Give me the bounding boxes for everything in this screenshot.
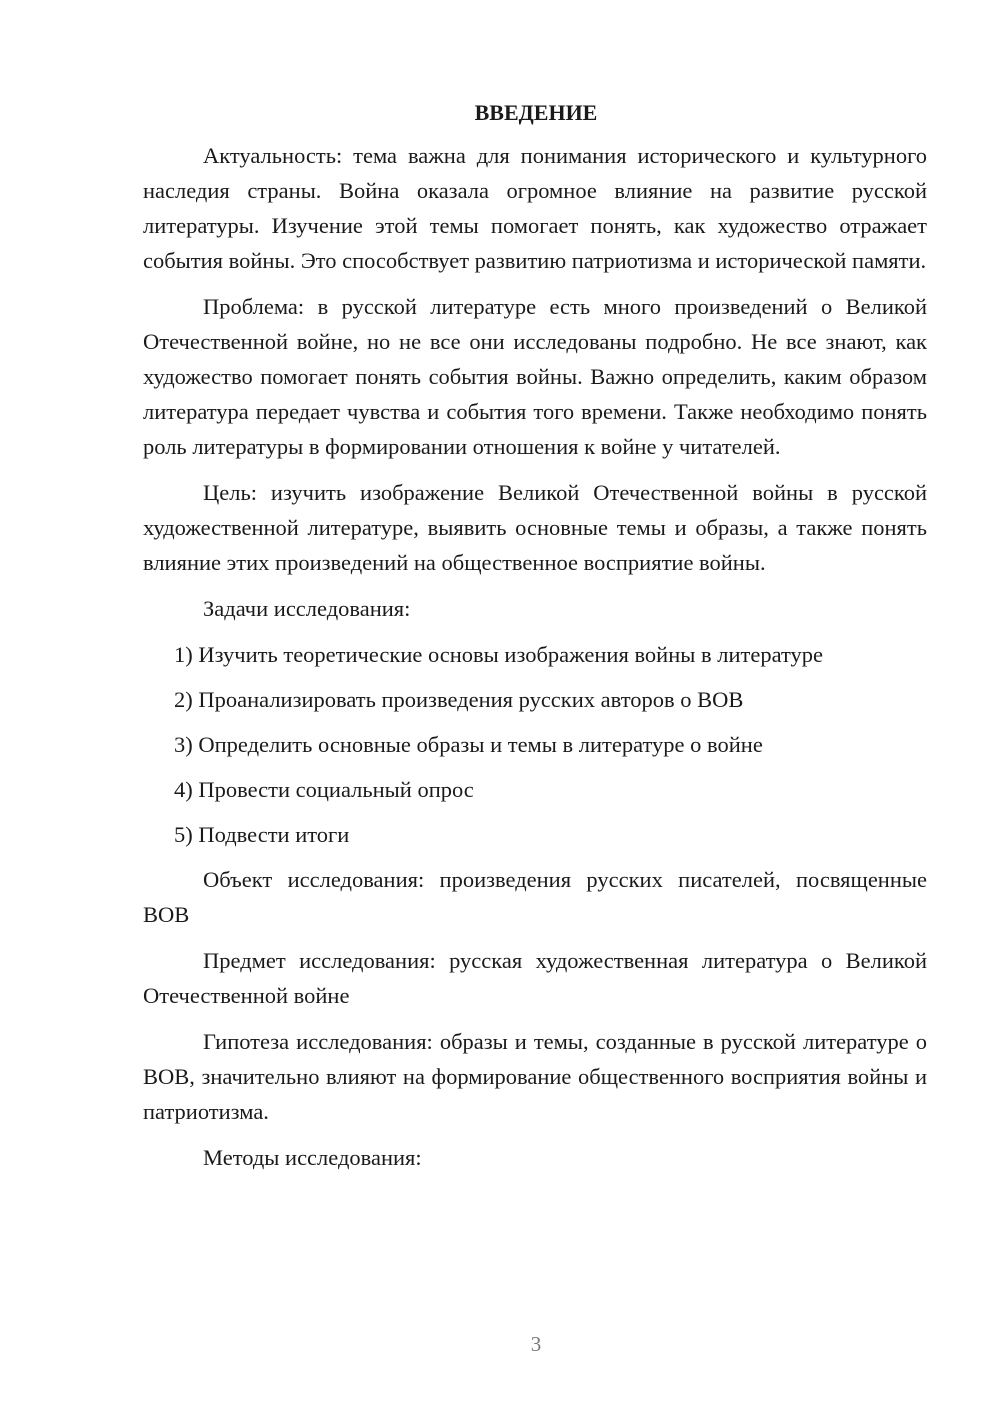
hypothesis-paragraph: Гипотеза исследования: образы и темы, созданные в русской литературе о ВОВ, значительно влияют на формирование общественного восприятия войны и патриотизма. bbox=[143, 1029, 927, 1124]
section-title: ВВЕДЕНИЕ bbox=[474, 100, 598, 125]
subject-paragraph: Предмет исследования: русская художественная литература о Великой Отечественной войне bbox=[143, 948, 927, 1008]
task-item: 3) Определить основные образы и темы в литературе о войне bbox=[174, 732, 763, 757]
task-item: 4) Провести социальный опрос bbox=[174, 777, 474, 802]
task-item: 1) Изучить теоретические основы изображения войны в литературе bbox=[174, 642, 824, 667]
problem-paragraph: Проблема: в русской литературе есть много произведений о Великой Отечественной войне, но не все они исследованы подробно. Не все знают, как художество помогает понять события войны. Важно определить, каким образом литература передает чувства и события того времени. Также необходимо понять роль литературы в формировании отношения к войне у читателей. bbox=[143, 294, 927, 459]
tasks-heading: Задачи исследования: bbox=[203, 596, 411, 621]
relevance-paragraph: Актуальность: тема важна для понимания исторического и культурного наследия страны. Война оказала огромное влияние на развитие русской литературы. Изучение этой темы помогает понять, как художество отражает события войны. Это способствует развитию патриотизма и исторической памяти. bbox=[143, 143, 927, 273]
tasks-list bbox=[143, 637, 927, 852]
document-page bbox=[143, 95, 927, 1186]
goal-paragraph: Цель: изучить изображение Великой Отечественной войны в русской художественной литературе, выявить основные темы и образы, а также понять влияние этих произведений на общественное восприятие войны. bbox=[143, 480, 927, 575]
task-item: 2) Проанализировать произведения русских авторов о ВОВ bbox=[174, 687, 744, 712]
task-item: 5) Подвести итоги bbox=[174, 822, 350, 847]
page-number: 3 bbox=[530, 1332, 542, 1356]
object-paragraph: Объект исследования: произведения русских писателей, посвященные ВОВ bbox=[143, 867, 927, 927]
methods-heading: Методы исследования: bbox=[203, 1145, 422, 1170]
